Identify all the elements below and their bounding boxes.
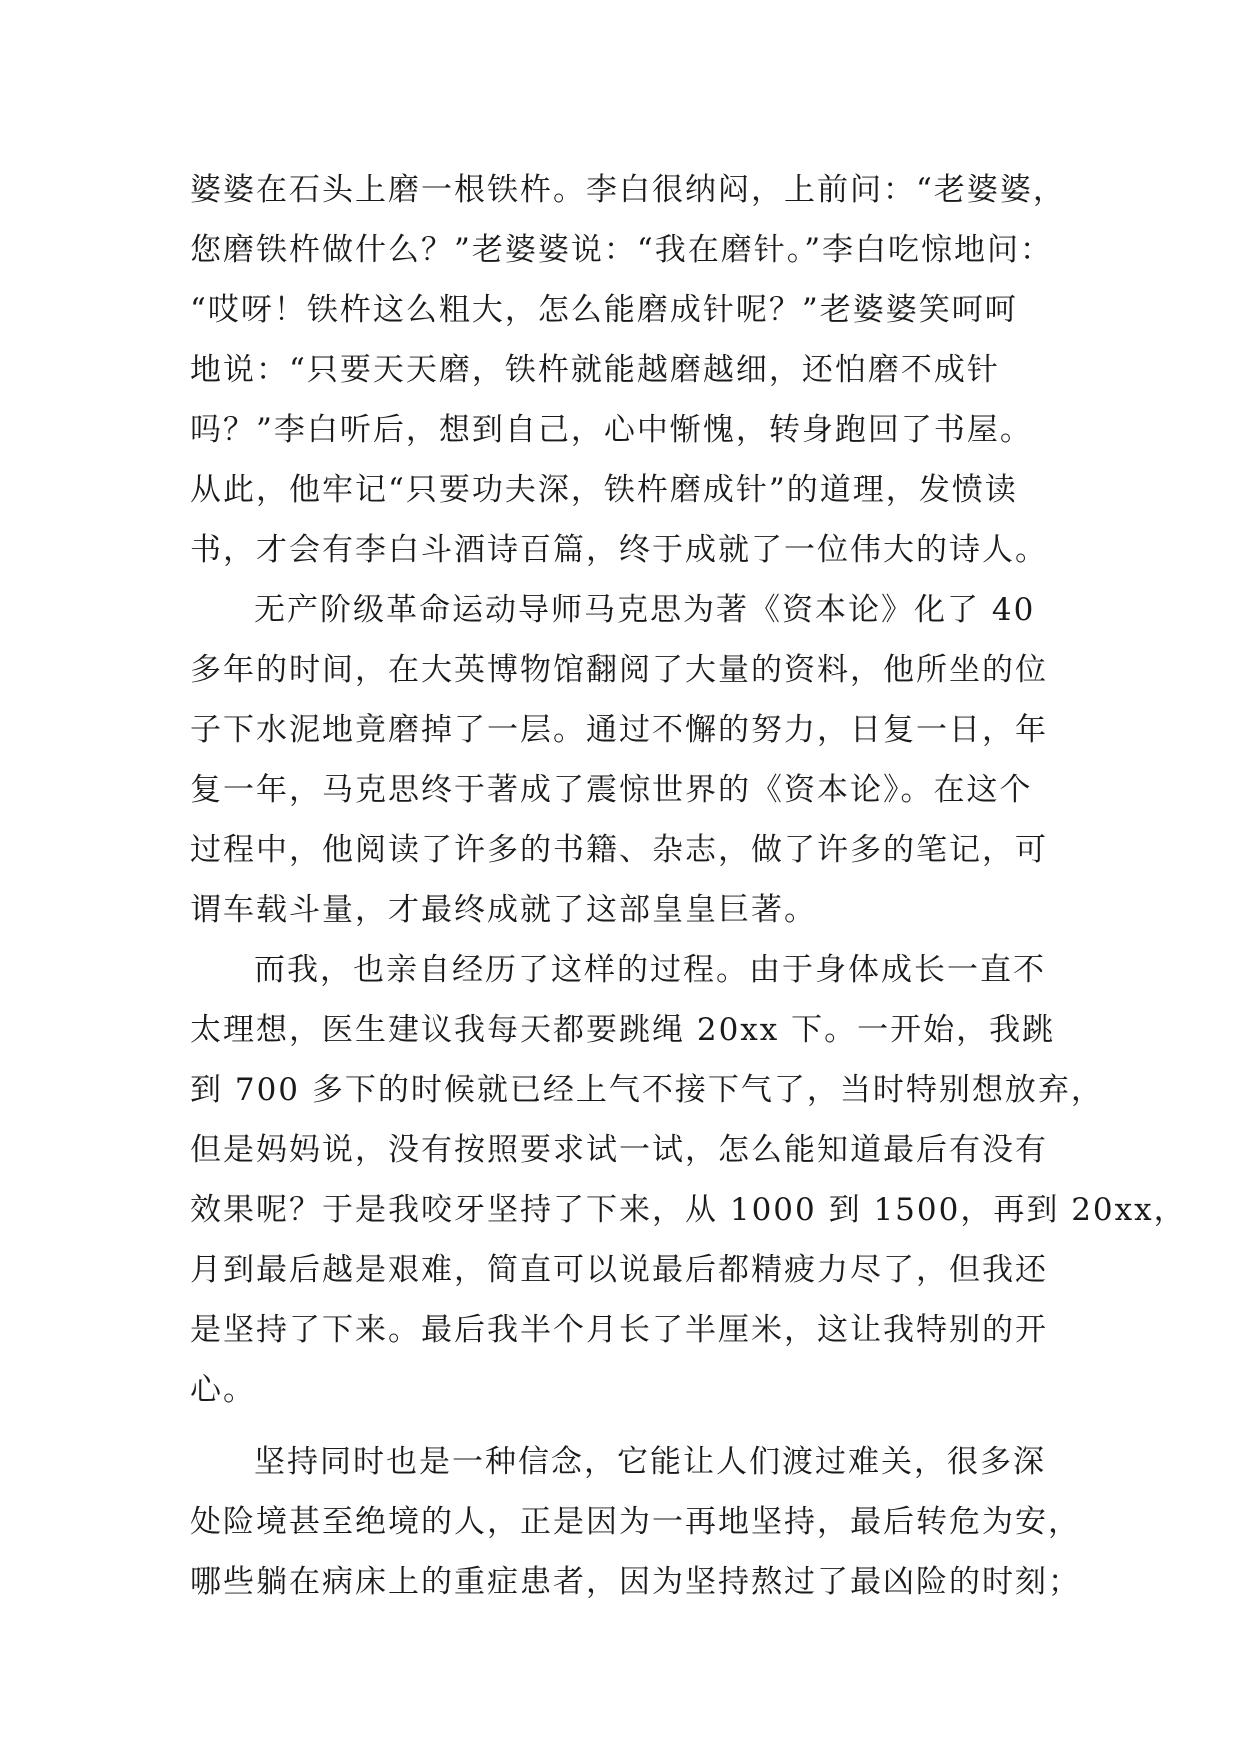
text-line: 哪些躺在病床上的重症患者，因为坚持熬过了最凶险的时刻； [190, 1564, 1081, 1600]
text-line: 效果呢？于是我咬牙坚持了下来，从 1000 到 1500，再到 20xx， [190, 1192, 1187, 1228]
text-line: 谓车载斗量，才最终成就了这部皇皇巨著。 [190, 892, 817, 928]
text-line: 太理想，医生建议我每天都要跳绳 20xx 下。一开始，我跳 [190, 1012, 1056, 1048]
text-line: 但是妈妈说，没有按照要求试一试，怎么能知道最后有没有 [190, 1132, 1048, 1168]
text-line: 地说：“只要天天磨，铁杵就能越磨越细，还怕磨不成针 [190, 352, 1000, 388]
text-line: 吗？”李白听后，想到自己，心中惭愧，转身跑回了书屋。 [190, 412, 1033, 448]
paragraph-marx [190, 580, 1070, 940]
document-body [190, 160, 1187, 1612]
text-line: 书，才会有李白斗酒诗百篇，终于成就了一位伟大的诗人。 [190, 532, 1048, 568]
text-line: 过程中，他阅读了许多的书籍、杂志，做了许多的笔记，可 [190, 832, 1048, 868]
text-line: 而我，也亲自经历了这样的过程。由于身体成长一直不 [254, 952, 1046, 988]
text-line: 复一年，马克思终于著成了震惊世界的《资本论》。在这个 [190, 772, 1033, 808]
text-line: 无产阶级革命运动导师马克思为著《资本论》化了 40 [254, 592, 1036, 628]
text-line: 多年的时间，在大英博物馆翻阅了大量的资料，他所坐的位 [190, 652, 1048, 688]
paragraph-belief [190, 1432, 1081, 1612]
text-line: 子下水泥地竟磨掉了一层。通过不懈的努力，日复一日，年 [190, 712, 1048, 748]
text-line: 到 700 多下的时候就已经上气不接下气了，当时特别想放弃， [190, 1072, 1104, 1108]
text-line: 月到最后越是艰难，简直可以说最后都精疲力尽了，但我还 [190, 1252, 1048, 1288]
text-line: 您磨铁杵做什么？”老婆婆说：“我在磨针。”李白吃惊地问： [190, 232, 1054, 268]
text-line: “哎呀！铁杵这么粗大，怎么能磨成针呢？”老婆婆笑呵呵 [190, 292, 1018, 328]
text-line: 坚持同时也是一种信念，它能让人们渡过难关，很多深 [254, 1444, 1046, 1480]
text-line: 处险境甚至绝境的人，正是因为一再地坚持，最后转危为安， [190, 1504, 1081, 1540]
paragraph-jump-rope [190, 940, 1187, 1420]
paragraph-li-bai [190, 160, 1070, 580]
text-line: 从此，他牢记“只要功夫深，铁杵磨成针”的道理，发愤读 [190, 472, 1018, 508]
text-line: 是坚持了下来。最后我半个月长了半厘米，这让我特别的开 [190, 1312, 1048, 1348]
text-line: 婆婆在石头上磨一根铁杵。李白很纳闷，上前问：“老婆婆， [190, 172, 1066, 208]
text-line: 心。 [190, 1372, 256, 1408]
